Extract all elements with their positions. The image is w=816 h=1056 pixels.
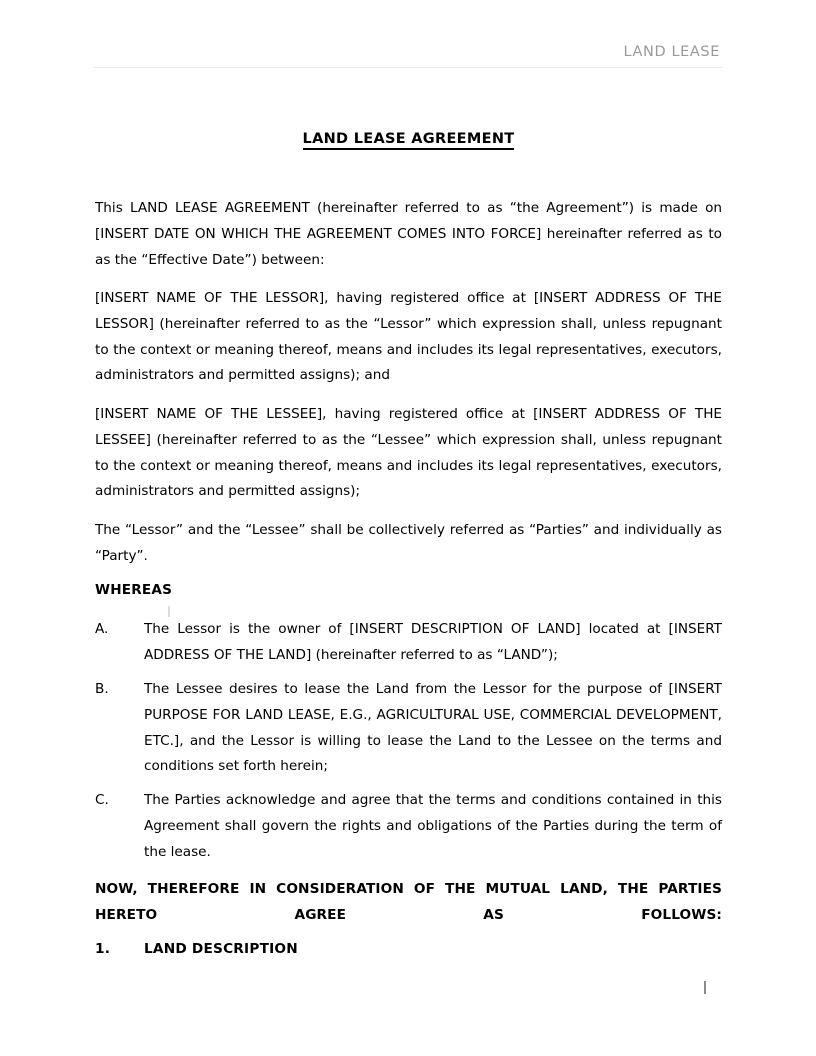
- closing-statement: NOW, THEREFORE IN CONSIDERATION OF THE MUTUAL LAND, THE PARTIES HERETO AGREE AS FOLLOWS:: [95, 881, 722, 923]
- list-item-marker: A.: [95, 621, 109, 637]
- paragraph-recital-intro: This LAND LEASE AGREEMENT (hereinafter referred to as “the Agreement”) is made on [INSERT DATE ON WHICH THE AGREEMENT COMES INTO FORCE] hereinafter referred as to as the “Effective Date”) between:: [95, 200, 722, 268]
- list-item: [95, 788, 722, 865]
- text-caret-artifact: [168, 606, 170, 617]
- paragraph-lessor: [INSERT NAME OF THE LESSOR], having registered office at [INSERT ADDRESS OF THE LESSOR] (hereinafter referred to as the “Lessor” which expression shall, unless repugnant to the context or meaning thereof, means and includes its legal representatives, executors, administrators and permitted assigns); and: [95, 290, 722, 384]
- header-divider: [94, 67, 722, 68]
- paragraph-lessee: [INSERT NAME OF THE LESSEE], having registered office at [INSERT ADDRESS OF THE LESSEE] (hereinafter referred to as the “Lessee” which expression shall, unless repugnant to the context or meaning thereof, means and includes its legal representatives, executors, administrators and permitted assigns);: [95, 406, 722, 500]
- list-item-marker: B.: [95, 681, 109, 697]
- list-item-marker: C.: [95, 792, 109, 808]
- list-item-text: The Parties acknowledge and agree that the terms and conditions contained in this Agreement shall govern the rights and obligations of the Parties during the term of the lease.: [144, 792, 722, 860]
- text-caret-artifact: [704, 981, 706, 994]
- section-heading-1: [95, 941, 298, 957]
- list-item: [95, 677, 722, 780]
- list-item-text: The Lessor is the owner of [INSERT DESCRIPTION OF LAND] located at [INSERT ADDRESS OF THE LAND] (hereinafter referred to as “LAND”);: [144, 621, 722, 663]
- section-title: LAND DESCRIPTION: [144, 941, 298, 957]
- document-title-text: LAND LEASE AGREEMENT: [303, 131, 515, 150]
- list-item-text: The Lessee desires to lease the Land from the Lessor for the purpose of [INSERT PURPOSE FOR LAND LEASE, E.G., AGRICULTURAL USE, COMMERCIAL DEVELOPMENT, ETC.], and the Lessor is willing to lease the Land to the Lessee on the terms and conditions set forth herein;: [144, 681, 722, 775]
- whereas-heading: WHEREAS: [95, 582, 173, 598]
- list-item: [95, 617, 722, 669]
- document-title: [95, 131, 722, 147]
- paragraph-parties: The “Lessor” and the “Lessee” shall be collectively referred as “Parties” and individually as “Party”.: [95, 522, 722, 564]
- header-title: LAND LEASE: [623, 44, 720, 60]
- section-number: 1.: [95, 941, 111, 957]
- page-header: [94, 42, 722, 68]
